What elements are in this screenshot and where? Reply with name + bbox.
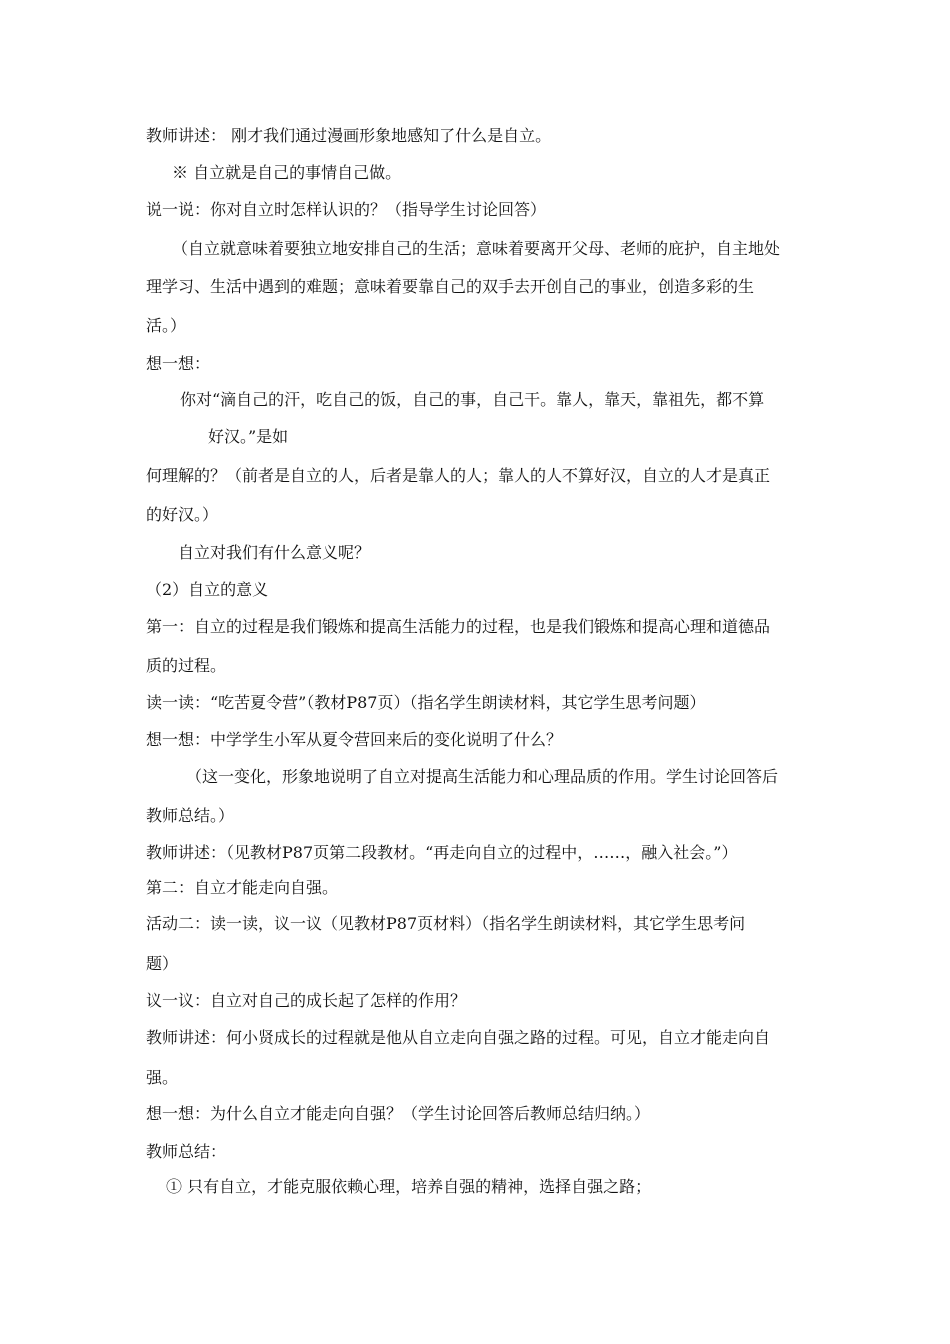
text-line: 你对“滴自己的汗，吃自己的饭，自己的事，自己干。靠人，靠天，靠祖先，都不算 (180, 390, 765, 409)
text-line: 质的过程。 (146, 656, 227, 675)
text-line: 教师总结： (146, 1142, 227, 1161)
text-line: 教师总结。） (146, 806, 235, 825)
section-heading: （2）自立的意义 (146, 580, 269, 599)
text-line: 想一想：为什么自立才能走向自强？（学生讨论回答后教师总结归纳。） (146, 1104, 651, 1123)
text-line: 自立对我们有什么意义呢？ (178, 543, 371, 562)
text-line: 第二：自立才能走向自强。 (146, 878, 339, 897)
text-line: 的好汉。） (146, 505, 219, 524)
text-line: 教师讲述： 刚才我们通过漫画形象地感知了什么是自立。 (146, 126, 552, 145)
text-line: 活动二：读一读，议一议（见教材P87页材料）（指名学生朗读材料，其它学生思考问 (146, 914, 746, 933)
text-line: 活。） (146, 316, 187, 335)
list-item: ① 只有自立，才能克服依赖心理，培养自强的精神，选择自强之路； (166, 1177, 652, 1196)
text-line: （这一变化，形象地说明了自立对提高生活能力和心理品质的作用。学生讨论回答后 (186, 767, 779, 786)
text-line: 教师讲述：（见教材P87页第二段教材。“再走向自立的过程中，……，融入社会。”） (146, 843, 738, 862)
text-line: 想一想：中学学生小军从夏令营回来后的变化说明了什么？ (146, 730, 563, 749)
text-line: 议一议：自立对自己的成长起了怎样的作用？ (146, 991, 467, 1010)
text-line: 理学习、生活中遇到的难题；意味着要靠自己的双手去开创自己的事业，创造多彩的生 (146, 277, 755, 296)
text-line: 第一：自立的过程是我们锻炼和提高生活能力的过程，也是我们锻炼和提高心理和道德品 (146, 617, 771, 636)
text-line: 题） (146, 954, 179, 973)
text-line: 好汉。”是如 (208, 427, 289, 446)
text-line: 强。 (146, 1068, 179, 1087)
text-line: 说一说：你对自立时怎样认识的？（指导学生讨论回答） (146, 200, 547, 219)
text-line: 读一读：“吃苦夏令营”（教材P87页）（指名学生朗读材料，其它学生思考问题） (146, 693, 706, 712)
text-line: 何理解的？（前者是自立的人，后者是靠人的人；靠人的人不算好汉，自立的人才是真正 (146, 466, 771, 485)
text-line: 教师讲述：何小贤成长的过程就是他从自立走向自强之路的过程。可见，自立才能走向自 (146, 1028, 771, 1047)
text-line: ※ 自立就是自己的事情自己做。 (172, 163, 402, 182)
text-line: （自立就意味着要独立地安排自己的生活；意味着要离开父母、老师的庇护，自主地处 (172, 239, 781, 258)
text-line: 想一想： (146, 354, 211, 373)
